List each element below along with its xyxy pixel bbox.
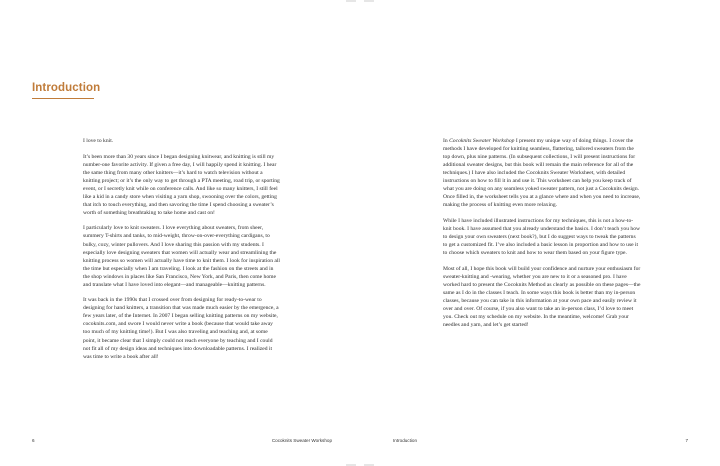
paragraph: I particularly love to knit sweaters. I love everything about sweaters, from sheer, summery T-shirts and tanks, to mid-weight, throw-on-over-everything cardigans, to bulky, cozy, winter pullovers. And I love sharing this passion with my students. I especially love designing sweaters that women will actually wear and streamlining the knitting process so women will actually have time to knit them. I look for inspiration all the time but especially when I am traveling. I look at the fashion on the streets and in the shop windows in places like San Francisco, New York, and Paris, then come home and translate what I have loved into elegant—and manageable—knitting patterns.: [83, 225, 280, 288]
paragraph: [443, 137, 641, 209]
right-text-column: [443, 137, 641, 337]
left-text-column: [83, 137, 281, 368]
running-head-left: Cocoknits Sweater Workshop: [271, 438, 332, 443]
right-page: [360, 0, 720, 466]
paragraph: I love to knit.: [83, 138, 114, 144]
paragraph-text: I present my unique way of doing things. I cover the methods I have developed for knitting seamless, flattering, tailored sweaters from the top down, plus nine patterns. (In subsequent collections, I will present instructions for additional sweater designs, but this book will remain the main reference for all of the techniques.) I have also included the Cocoknits Sweater Worksheet, with detailed instructions on how to fill it in and use it. This worksheet can help you keep track of what you are doing on any seamless yoked sweater pattern, not just a Cocoknits design. Once filled in, the worksheet tells you at a glance where and when you need to increase, making the process of knitting even more relaxing.: [443, 138, 641, 209]
page-number-left: 6: [32, 438, 35, 443]
page-number-right: 7: [685, 438, 688, 443]
paragraph: While I have included illustrated instructions for my techniques, this is not a how-to-knit book. I have assumed that you already understand the basics. I don’t teach you how to design your own sweaters (next book?), but I do suggest ways to tweak the patterns to get a customized fit. I’ve also included a basic lesson in proportion and how to use it to choose which sweaters to knit and how to wear them based on your figure type.: [443, 217, 641, 257]
paragraph: Most of all, I hope this book will build your confidence and nurture your enthusiasm for sweater-knitting and -wearing, whether you are new to it or a seasoned pro. I have worked hard to present the Cocoknits Method as clearly as possible on these pages—the same as I do in the classes I teach. In some ways this book is better than my in-person classes, because you can take in this information at your own pace and easily review it over and over. Of course, if you also want to take an in-person class, I’d love to meet you. Check out my schedule on my website. In the meantime, welcome! Grab your needles and yarn, and let’s get started!: [443, 265, 641, 328]
title-underline: [32, 98, 94, 99]
section-title: Introduction: [32, 82, 101, 94]
book-title-italic: Cocoknits Sweater Workshop: [449, 138, 515, 144]
paragraph-text: In: [443, 138, 450, 144]
paragraph: It’s been more than 30 years since I began designing knitwear, and knitting is still my number-one favorite activity. If given a free day, I will happily spend it knitting. I hear the same thing from many other knitters—it’s hard to watch television without a knitting project; or it’s the only way to get through a PTA meeting, road trip, or sporting event, or I secretly knit while on conference calls. And like so many knitters, I still feel like a kid in a candy store when visiting a yarn shop, swooning over the colors, getting that itch to touch everything, and then savoring the time I spend choosing a sweater’s worth of something breathtaking to take home and cast on!: [83, 153, 280, 216]
paragraph: It was back in the 1990s that I crossed over from designing for ready-to-wear to designing for hand knitters, a transition that was made much easier by the emergence, a few years later, of the Internet. In 2007 I began selling knitting patterns on my website, cocoknits.com, and swore I would never write a book (because that would take away too much of my knitting time!). But I was also traveling and teaching and, at some point, it became clear that I simply could not reach everyone by teaching and I could not fit all of my design ideas and techniques into downloadable patterns. I realized it was time to write a book after all!: [83, 297, 279, 360]
running-head-right: Introduction: [393, 438, 418, 443]
